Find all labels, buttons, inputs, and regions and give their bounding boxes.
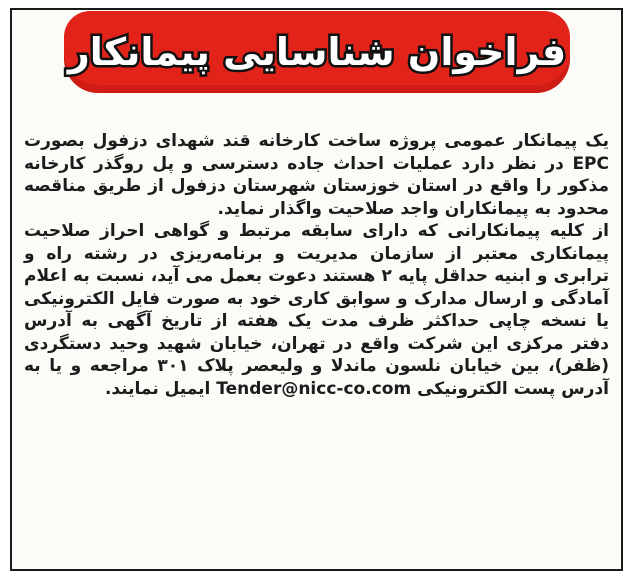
- title-banner: [64, 11, 570, 93]
- notice-paragraph-2-text: از کلیه پیمانکارانی که دارای سابقه مرتبط و گواهی احراز صلاحیت پیمانکاری معتبر از سازمان مدیریت و برنامه‌ریزی در رشته راه و ترابری و ابنیه حداقل پایه ۲ هستند دعوت بعمل می آید، نسبت به اعلام آمادگی و ارسال مدارک و سوابق کاری خود به صورت فایل الکترونیکی یا نسخه چاپی حداکثر ظرف مدت یک هفته از تاریخ آگهی به آدرس دفتر مرکزی این شرکت واقع در تهران، خیابان شهید وحید دستگردی (ظفر)، بین خیابان نلسون ماندلا و ولیعصر پلاک ۳۰۱ مراجعه و یا به آدرس پست الکترونیکی: [24, 221, 610, 399]
- notice-frame: [10, 8, 623, 571]
- notice-body: [24, 130, 609, 400]
- notice-paragraph-2: [24, 220, 609, 400]
- notice-paragraph-2-end: ایمیل نمایند.: [104, 378, 211, 399]
- notice-title: فراخوان شناسایی پیمانکار: [67, 30, 567, 74]
- notice-paragraph-1: یک پیمانکار عمومی پروژه ساخت کارخانه قند شهدای دزفول بصورت EPC در نظر دارد عملیات احداث جاده دسترسی و پل روگذر کارخانه مذکور را واقع در استان خوزستان شهرستان دزفول از طریق مناقصه محدود به پیمانکاران واجد صلاحیت واگذار نماید.: [24, 131, 609, 219]
- contact-email: Tender@nicc-co.com: [216, 378, 412, 399]
